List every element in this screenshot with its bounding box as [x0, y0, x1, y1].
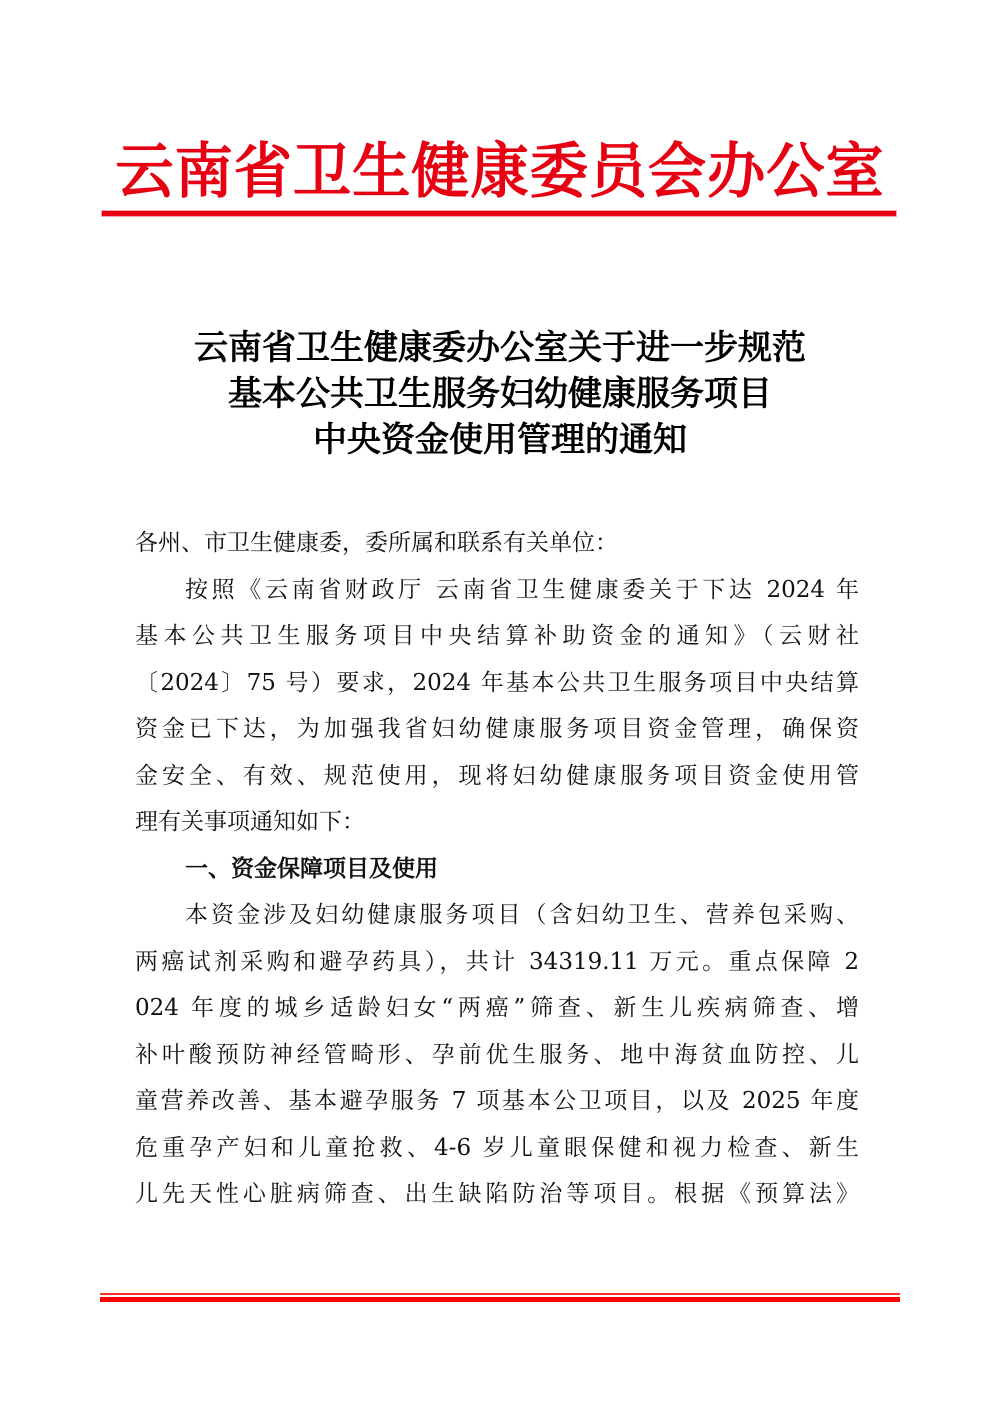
paragraph-1 [135, 567, 859, 846]
paragraph-line: 童营养改善、基本避孕服务 7 项基本公卫项目，以及 2025 年度 [135, 1088, 859, 1114]
section-heading-1: 一、资金保障项目及使用 [185, 855, 438, 882]
document-body [135, 520, 859, 1218]
paragraph-line: 理有关事项通知如下： [135, 809, 365, 835]
paragraph-line: 资金已下达，为加强我省妇幼健康服务项目资金管理，确保资 [135, 716, 859, 742]
paragraph-line: 两癌试剂采购和避孕药具），共计 34319.11 万元。重点保障 2 [135, 948, 859, 975]
paragraph-2 [135, 892, 859, 1218]
paragraph-line: 补叶酸预防神经管畸形、孕前优生服务、地中海贫血防控、儿 [135, 1041, 859, 1068]
paragraph-line: 金安全、有效、规范使用，现将妇幼健康服务项目资金使用管 [135, 762, 859, 789]
title-line-1: 云南省卫生健康委办公室关于进一步规范 [194, 328, 806, 368]
paragraph-line: 基本公共卫生服务项目中央结算补助资金的通知》（云财社 [135, 623, 859, 649]
paragraph-line: 本资金涉及妇幼健康服务项目（含妇幼卫生、营养包采购、 [185, 902, 859, 928]
paragraph-line: 按照《云南省财政厅 云南省卫生健康委关于下达 2024 年 [185, 576, 859, 603]
title-line-3: 中央资金使用管理的通知 [313, 420, 687, 460]
footer-red-rule-thick [100, 1297, 900, 1302]
footer-red-rule-thin [100, 1293, 900, 1295]
document-title [130, 325, 870, 463]
salutation: 各州、市卫生健康委，委所属和联系有关单位： [135, 530, 618, 556]
paragraph-line: 〔2024〕75 号）要求，2024 年基本公共卫生服务项目中央结算 [135, 669, 859, 696]
masthead-red-rule [102, 211, 896, 216]
paragraph-line: 危重孕产妇和儿童抢救、4-6 岁儿童眼保健和视力检查、新生 [135, 1134, 859, 1161]
paragraph-line: 024 年度的城乡适龄妇女“两癌”筛查、新生儿疾病筛查、增 [135, 995, 859, 1021]
title-line-2: 基本公共卫生服务妇幼健康服务项目 [228, 374, 772, 414]
paragraph-line: 儿先天性心脏病筛查、出生缺陷防治等项目。根据《预算法》 [135, 1181, 859, 1207]
masthead-org-name: 云南省卫生健康委员会办公室 [115, 137, 885, 207]
